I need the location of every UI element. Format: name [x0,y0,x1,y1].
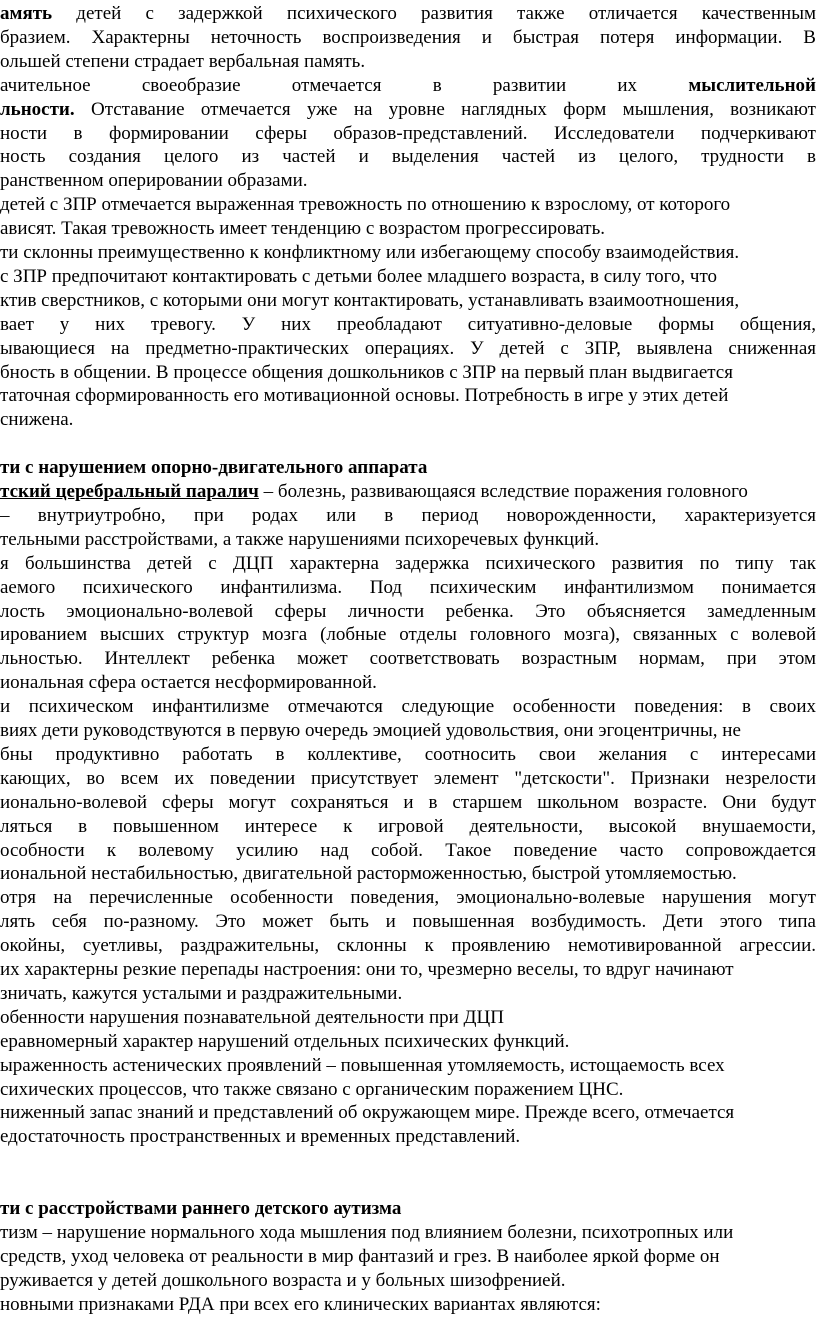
text-line [0,695,816,719]
text-run: аемого психического инфантилизма. Под психическим инфантилизмом понимается [0,576,816,598]
text-line [0,743,816,767]
text-line [0,337,816,361]
text-line [0,528,816,552]
text-line [0,384,816,408]
text-line [0,313,816,337]
text-run: ольшей степени страдает вербальная память. [0,50,366,72]
text-line [0,1221,816,1245]
text-run: таточная сформированность его мотивационной основы. Потребность в игре у этих детей [0,385,729,407]
text-run: с ЗПР предпочитают контактировать с детьми более младшего возраста, в силу того, что [0,265,718,287]
text-line [0,815,816,839]
text-run: зничать, кажутся усталыми и раздражительными. [0,982,403,1004]
text-run: детей с задержкой психического развития также отличается качественным [76,3,816,24]
bold-text-run: льности. [0,98,91,120]
blank-line [0,1173,816,1197]
text-line [0,791,816,815]
text-run: вает у них тревогу. У них преобладают ситуативно-деловые формы общения, [0,313,816,335]
text-line [0,122,816,146]
text-line [0,74,816,98]
bold-text-run: мыслительной [688,74,816,96]
text-line [0,1054,816,1078]
text-line [0,145,816,169]
text-line [0,1125,816,1149]
bold-text-run: ти с расстройствами раннего детского аутизма [0,1198,402,1219]
text-run: иональной нестабильностью, двигательной расторможенностью, быстрой утомляемостью. [0,863,737,885]
text-run: ности в формировании сферы образов-представлений. Исследователи подчеркивают [0,122,816,144]
text-run: бразием. Характерны неточность воспроизведения и быстрая потеря информации. В [0,26,816,48]
text-run: обенности нарушения познавательной деятельности при ДЦП [0,1006,504,1028]
text-run: лять себя по-разному. Это может быть и повышенная возбудимость. Дети этого типа [0,911,816,933]
text-line [0,910,816,934]
text-run: иональная сфера остается несформированной. [0,672,377,694]
text-line [0,361,816,385]
text-line [0,982,816,1006]
text-run: льностью. Интеллект ребенка может соответствовать возрастным нормам, при этом [0,648,816,670]
text-line [0,169,816,193]
text-run: бны продуктивно работать в коллективе, соотносить свои желания с интересами [0,743,816,765]
text-line [0,839,816,863]
text-line [0,552,816,576]
text-run: бность в общении. В процессе общения дошкольников с ЗПР на первый план выдвигается [0,361,733,383]
text-run: лость эмоционально-волевой сферы личности ребенка. Это объясняется замедленным [0,600,816,622]
text-run: ктив сверстников, с которыми они могут контактировать, устанавливать взаимоотношения, [0,289,740,311]
text-line [0,50,816,74]
text-run: ляться в повышенном интересе к игровой деятельности, высокой внушаемости, [0,815,816,837]
text-run: особности к волевому усилию над собой. Такое поведение часто сопровождается [0,839,816,861]
text-line [0,98,816,122]
bold-text-run: тский церебральный паралич [0,481,259,502]
text-line [0,1006,816,1030]
text-run: их характерны резкие перепады настроения: они то, чрезмерно веселы, то вдруг начинают [0,959,734,980]
text-run: руживается у детей дошкольного возраста и у больных шизофренией. [0,1269,566,1291]
text-line [0,193,816,217]
bold-text-run: ти с нарушением опорно-двигательного аппарата [0,457,428,479]
text-line [0,934,816,958]
text-line [0,1269,816,1293]
text-run: окойны, суетливы, раздражительны, склонны к проявлению немотивированной агрессии. [0,935,816,957]
text-run: снижена. [0,409,74,431]
text-line [0,2,816,26]
text-line [0,623,816,647]
text-line [0,862,816,886]
text-run: ывающиеся на предметно-практических операциях. У детей с ЗПР, выявлена сниженная [0,337,816,359]
text-line [0,1245,816,1269]
text-line [0,217,816,241]
bold-text-run: амять [0,3,77,24]
text-line [0,1078,816,1102]
text-run: ранственном оперировании образами. [0,170,308,192]
text-line [0,576,816,600]
text-run: отря на перечисленные особенности поведения, эмоционально-волевые нарушения могут [0,887,816,909]
text-run: детей с ЗПР отмечается выраженная тревожность по отношению к взрослому, от которого [0,194,731,216]
text-run: ыраженность астенических проявлений – повышенная утомляемость, истощаемость всех [0,1054,725,1076]
text-run: средств, уход человека от реальности в мир фантазий и грез. В наиболее яркой форме он [0,1245,720,1267]
text-line [0,289,816,313]
text-run: едостаточность пространственных и временных представлений. [0,1126,521,1148]
text-line [0,1030,816,1054]
text-line [0,480,816,504]
text-line [0,767,816,791]
text-run: ность создания целого из частей и выделения частей из целого, трудности в [0,146,816,168]
text-run: кающих, во всем их поведении присутствует элемент "детскости". Признаки незрелости [0,767,816,789]
text-run: тельными расстройствами, а также нарушениями психоречевых функций. [0,528,600,550]
text-run: ниженный запас знаний и представлений об окружающем мире. Прежде всего, отмечается [0,1102,735,1124]
blank-line [0,1149,816,1173]
blank-line [0,432,816,456]
text-line [0,456,816,480]
text-run: ависят. Такая тревожность имеет тенденцию с возрастом прогрессировать. [0,218,606,240]
text-run: ированием высших структур мозга (лобные отделы головного мозга), связанных с волевой [0,624,816,646]
text-run: – болезнь, развивающаяся вследствие поражения головного [258,481,748,502]
text-run: еравномерный характер нарушений отдельных психических функций. [0,1030,570,1052]
text-run: Отставание отмечается уже на уровне наглядных форм мышления, возникают [90,98,816,120]
text-run: сихических процессов, что также связано с органическим поражением ЦНС. [0,1078,624,1100]
text-line [0,1293,816,1317]
text-line [0,886,816,910]
text-line [0,241,816,265]
text-run: – внутриутробно, при родах или в период новорожденности, характеризуется [0,504,816,526]
text-line [0,1101,816,1125]
text-run: я большинства детей с ДЦП характерна задержка психического развития по типу так [0,552,816,574]
text-line [0,647,816,671]
text-run: ионально-волевой сферы могут сохраняться и в старшем школьном возрасте. Они будут [0,791,816,813]
text-line [0,408,816,432]
text-line [0,719,816,743]
text-run: виях дети руководствуются в первую очередь эмоцией удовольствия, они эгоцентричны, не [0,720,741,741]
text-line [0,1197,816,1221]
text-line [0,600,816,624]
text-line [0,504,816,528]
text-line [0,958,816,982]
text-run: ти склонны преимущественно к конфликтному или избегающему способу взаимодействия. [0,242,740,263]
text-line [0,671,816,695]
text-line [0,26,816,50]
text-line [0,265,816,289]
text-run: новными признаками РДА при всех его клинических вариантах являются: [0,1293,601,1315]
text-run: и психическом инфантилизме отмечаются следующие особенности поведения: в своих [0,696,816,718]
text-run: ачительное своеобразие отмечается в развитии их [0,74,689,96]
text-run: тизм – нарушение нормального хода мышления под влиянием болезни, психотропных или [0,1221,734,1243]
